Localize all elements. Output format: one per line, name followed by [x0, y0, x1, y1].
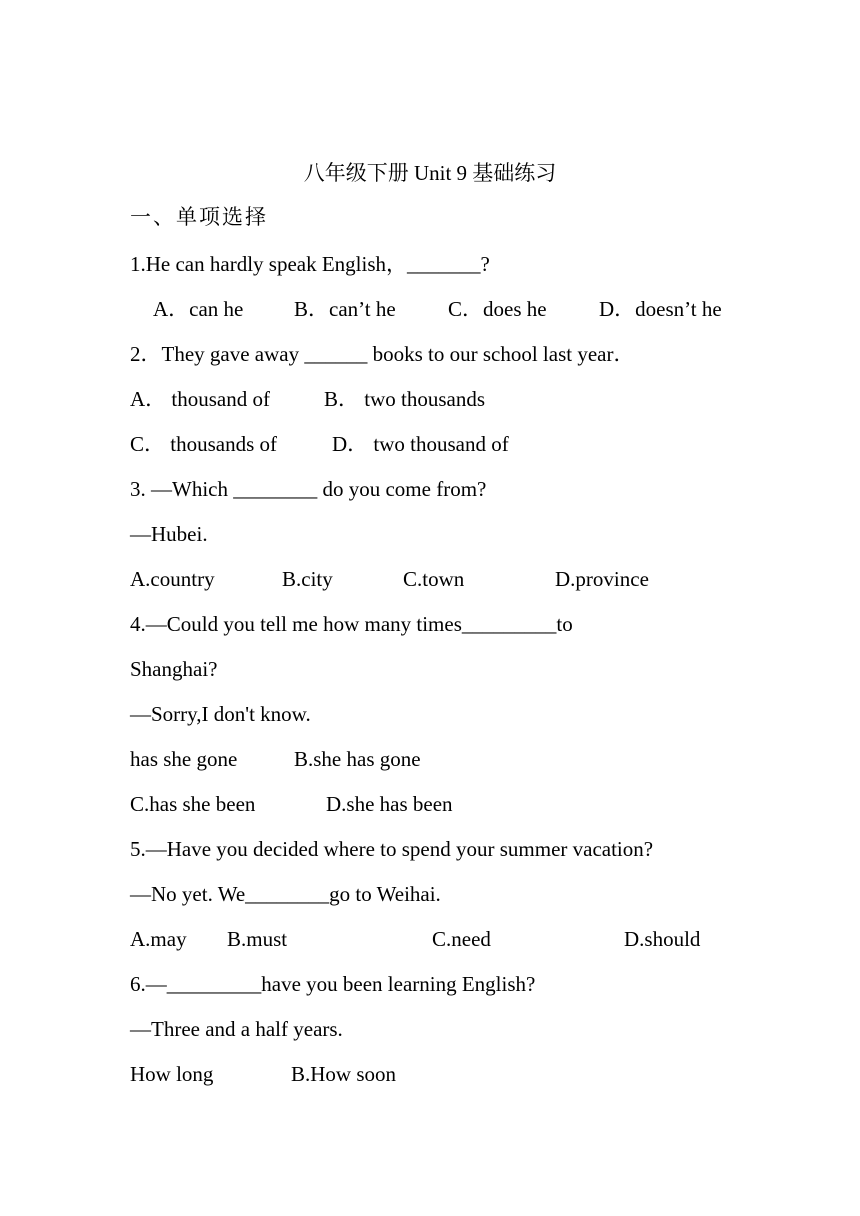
section-heading: 一、单项选择	[130, 205, 268, 229]
question-4-option-d: D.she has been	[326, 792, 453, 816]
question-2-option-d: D． two thousand of	[332, 432, 509, 456]
question-3-option-c: C.town	[403, 567, 465, 591]
question-4-answer: —Sorry,I don't know.	[130, 702, 311, 726]
question-1-stem: 1.He can hardly speak English，_______?	[130, 252, 490, 276]
question-2-option-a: A． thousand of	[130, 387, 270, 411]
question-4-stem-line-2: Shanghai?	[130, 657, 218, 681]
question-1-option-b: B．can’t he	[294, 297, 396, 321]
question-5-option-a: A.may	[130, 927, 187, 951]
question-6-stem: 6.—_________have you been learning English?	[130, 972, 536, 996]
question-3-stem: 3. —Which ________ do you come from?	[130, 477, 487, 501]
question-4-option-c: C.has she been	[130, 792, 256, 816]
question-5-option-b: B.must	[227, 927, 288, 951]
question-3-answer: —Hubei.	[130, 522, 208, 546]
question-5-stem: 5.—Have you decided where to spend your summer vacation?	[130, 837, 654, 861]
question-5-option-c: C.need	[432, 927, 491, 951]
question-5-option-d: D.should	[624, 927, 701, 951]
question-2-option-b: B． two thousands	[324, 387, 486, 411]
question-1-option-c: C．does he	[448, 297, 547, 321]
page-title: 八年级下册 Unit 9 基础练习	[303, 161, 557, 185]
question-5-answer: —No yet. We________go to Weihai.	[130, 882, 441, 906]
question-4-option-a: has she gone	[130, 747, 238, 771]
question-1-option-a: A．can he	[153, 297, 244, 321]
question-3-option-d: D.province	[555, 567, 649, 591]
question-6-answer: —Three and a half years.	[130, 1017, 343, 1041]
question-6-option-b: B.How soon	[291, 1062, 397, 1086]
question-3-option-b: B.city	[282, 567, 333, 591]
question-2-stem: 2．They gave away ______ books to our school last year．	[130, 342, 635, 366]
question-2-option-c: C． thousands of	[130, 432, 277, 456]
question-4-option-b: B.she has gone	[294, 747, 421, 771]
question-3-option-a: A.country	[130, 567, 215, 591]
question-1-option-d: D．doesn’t he	[599, 297, 722, 321]
question-6-option-a: How long	[130, 1062, 214, 1086]
question-4-stem-line-1: 4.—Could you tell me how many times_________to	[130, 612, 573, 636]
